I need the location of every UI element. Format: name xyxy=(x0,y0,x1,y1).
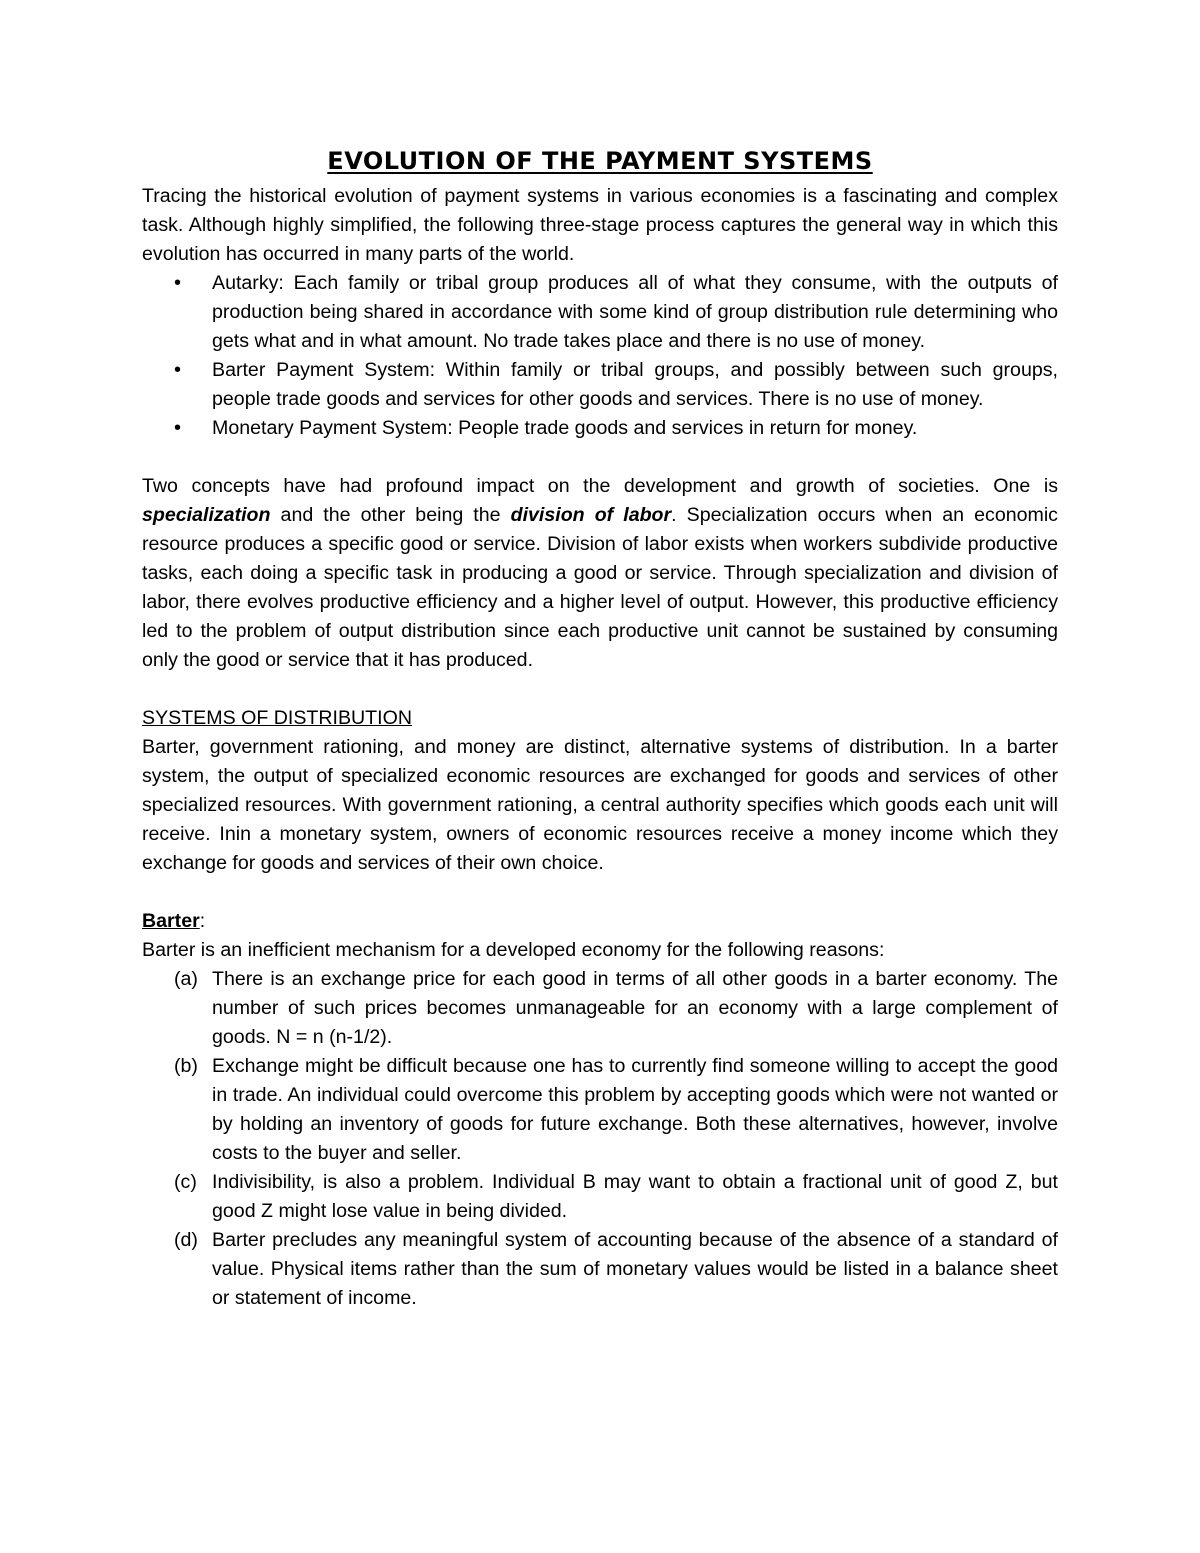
reason-text: Exchange might be difficult because one has to currently find someone willing to accept the good in trade. An individual could overcome this problem by accepting goods which were not wanted or by holding an inventory of goods for future exchange. Both these alternatives, however, involve costs to the buyer and seller. xyxy=(212,1055,1058,1164)
term-specialization: specialization xyxy=(142,504,271,526)
spacer xyxy=(142,443,1058,472)
bullet-icon: • xyxy=(174,359,182,381)
list-item xyxy=(142,269,1058,356)
distribution-paragraph: Barter, government rationing, and money are distinct, alternative systems of distribution. In a barter system, the output of specialized economic resources are exchanged for goods and services of other specialized resources. With government rationing, a central authority specifies which goods each unit will receive. Inin a monetary system, owners of economic resources receive a money income which they exchange for goods and services of their own choice. xyxy=(142,736,1058,874)
list-item xyxy=(142,414,1058,443)
distribution-heading-text: SYSTEMS OF DISTRIBUTION xyxy=(142,707,412,729)
list-item xyxy=(142,1226,1058,1313)
intro-paragraph: Tracing the historical evolution of payment systems in various economies is a fascinating and complex task. Although highly simplified, the following three-stage process captures the general way in which this evolution has occurred in many parts of the world. xyxy=(142,185,1058,265)
barter-heading xyxy=(142,907,1058,936)
stage-text-autarky: Autarky: Each family or tribal group produces all of what they consume, with the outputs of production being shared in accordance with some kind of group distribution rule determining who gets what and in what amount. No trade takes place and there is no use of money. xyxy=(212,272,1058,352)
reason-marker: (c) xyxy=(174,1171,197,1193)
list-item xyxy=(142,1168,1058,1226)
barter-heading-text: Barter xyxy=(142,910,200,932)
stage-list xyxy=(142,269,1058,443)
concepts-text-3: . Specialization occurs when an economic resource produces a specific good or service. Division of labor exists when workers subdivide productive tasks, each doing a specific task in producing a good or service. Through specialization and division of labor, there evolves productive efficiency and a higher level of output. However, this productive efficiency led to the problem of output distribution since each productive unit cannot be sustained by consuming only the good or service that it has produced. xyxy=(142,504,1058,671)
document-page xyxy=(142,140,1058,1313)
reason-text: Indivisibility, is also a problem. Individual B may want to obtain a fractional unit of good Z, but good Z might lose value in being divided. xyxy=(212,1171,1058,1222)
reason-marker: (b) xyxy=(174,1055,198,1077)
list-item xyxy=(142,1052,1058,1168)
reason-text: There is an exchange price for each good in terms of all other goods in a barter economy. The number of such prices becomes unmanageable for an economy with a large complement of goods. N = n (n-1/2). xyxy=(212,968,1058,1048)
reason-text: Barter precludes any meaningful system of accounting because of the absence of a standard of value. Physical items rather than the sum of monetary values would be listed in a balance sheet or statement of income. xyxy=(212,1229,1058,1309)
bullet-icon: • xyxy=(174,417,182,439)
list-item xyxy=(142,965,1058,1052)
concepts-text-2: and the other being the xyxy=(270,504,511,526)
barter-heading-colon: : xyxy=(199,910,206,932)
distribution-heading xyxy=(142,704,1058,733)
reason-marker: (a) xyxy=(174,968,198,990)
page-title: EVOLUTION OF THE PAYMENT SYSTEMS xyxy=(327,147,873,175)
term-division-of-labor: division of labor xyxy=(510,504,672,526)
stage-text-monetary: Monetary Payment System: People trade goods and services in return for money. xyxy=(212,417,918,439)
stage-text-barter: Barter Payment System: Within family or tribal groups, and possibly between such groups, people trade goods and services for other goods and services. There is no use of money. xyxy=(212,359,1058,410)
concepts-text-1: Two concepts have had profound impact on the development and growth of societies. One is xyxy=(142,475,1058,497)
list-item xyxy=(142,356,1058,414)
reason-marker: (d) xyxy=(174,1229,198,1251)
barter-reasons-list xyxy=(142,965,1058,1313)
spacer xyxy=(142,675,1058,704)
spacer xyxy=(142,878,1058,907)
barter-intro: Barter is an inefficient mechanism for a developed economy for the following reasons: xyxy=(142,939,885,961)
concepts-paragraph xyxy=(142,472,1058,675)
bullet-icon: • xyxy=(174,272,182,294)
